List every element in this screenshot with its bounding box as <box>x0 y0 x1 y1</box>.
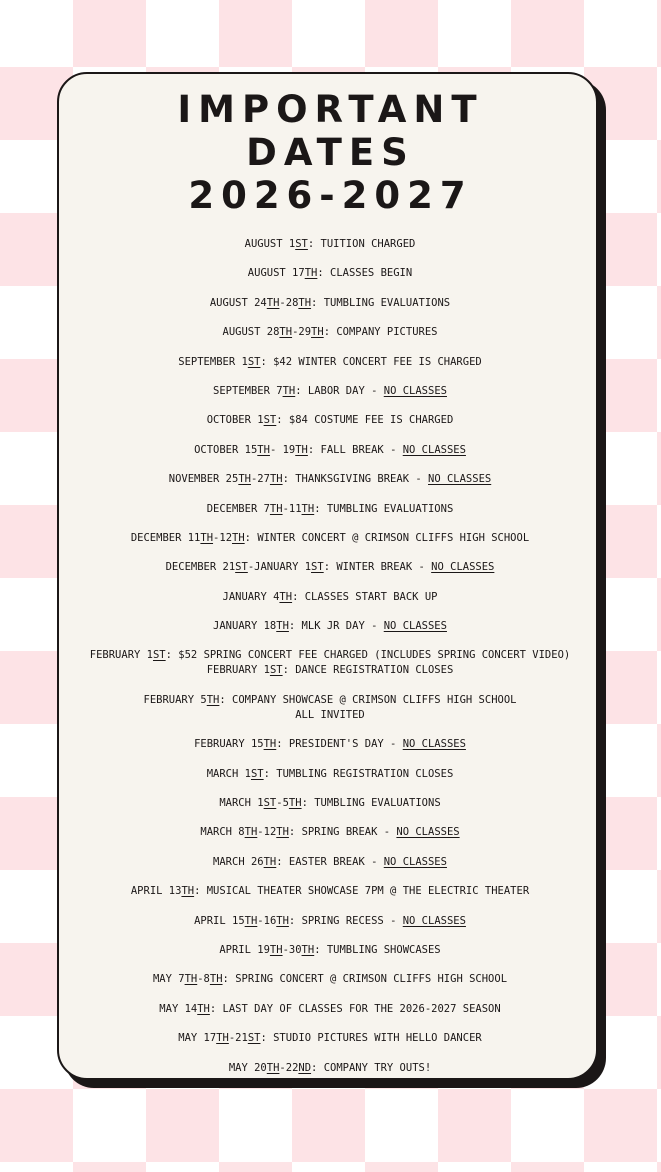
date-text: MARCH 1 <box>219 797 264 810</box>
date-item <box>70 648 590 692</box>
underlined-text: TH <box>263 738 277 751</box>
underlined-text: TH <box>200 531 214 544</box>
date-text: OCTOBER 1 <box>206 414 264 427</box>
underlined-text: ST <box>247 355 261 368</box>
underlined-text: ST <box>235 561 248 574</box>
date-item-line <box>70 560 590 575</box>
date-text: MARCH 1 <box>206 767 251 780</box>
date-text: : SPRING CONCERT @ CRIMSON CLIFFS HIGH SCHOOL <box>222 973 508 986</box>
date-text: : CLASSES BEGIN <box>317 267 413 280</box>
date-item <box>70 502 590 531</box>
underlined-text: ST <box>269 664 283 677</box>
underlined-text: NO CLASSES <box>402 738 466 751</box>
date-text: : MUSICAL THEATER SHOWCASE 7PM @ THE ELECTRIC THEATER <box>194 885 530 898</box>
date-text: AUGUST 28 <box>222 326 280 339</box>
date-item-line <box>70 384 590 399</box>
date-text: MAY 7 <box>152 973 185 986</box>
date-item <box>70 619 590 648</box>
date-text: -5 <box>276 797 289 810</box>
date-text: : LABOR DAY - <box>295 384 384 397</box>
date-text: NOVEMBER 25 <box>168 473 239 486</box>
date-text: APRIL 15 <box>194 914 245 927</box>
date-text: -27 <box>250 473 270 486</box>
date-text: -29 <box>292 326 312 339</box>
underlined-text: TH <box>311 326 324 339</box>
date-item <box>70 590 590 619</box>
date-item <box>70 943 590 972</box>
underlined-text: NO CLASSES <box>383 620 447 633</box>
underlined-text: TH <box>269 502 283 515</box>
date-text: JANUARY 4 <box>222 590 280 603</box>
title-line-1: IMPORTANT <box>177 88 484 131</box>
underlined-text: TH <box>244 914 258 927</box>
date-item <box>70 355 590 384</box>
date-text: FEBRUARY 15 <box>194 738 264 751</box>
date-text: : TUMBLING SHOWCASES <box>314 943 441 956</box>
date-item <box>70 693 590 737</box>
date-text: APRIL 13 <box>130 885 182 898</box>
underlined-text: TH <box>301 502 315 515</box>
date-item <box>70 972 590 1001</box>
date-text: : $42 WINTER CONCERT FEE IS CHARGED <box>260 355 482 368</box>
date-text: -30 <box>282 943 302 956</box>
date-item <box>70 825 590 854</box>
date-item-line <box>70 502 590 517</box>
date-text: : SPRING BREAK - <box>288 826 397 839</box>
underlined-text: TH <box>276 620 289 633</box>
date-item <box>70 325 590 354</box>
date-text: -22 <box>279 1061 299 1074</box>
date-text: SEPTEMBER 7 <box>213 384 283 397</box>
date-item <box>70 472 590 501</box>
date-item-line <box>70 972 590 987</box>
date-text: : WINTER BREAK - <box>323 561 432 574</box>
underlined-text: ST <box>311 561 324 574</box>
date-item-line <box>70 296 590 311</box>
date-item-line <box>70 825 590 840</box>
date-text: -28 <box>279 296 299 309</box>
underlined-text: TH <box>279 590 293 603</box>
underlined-text: TH <box>282 384 296 397</box>
date-item <box>70 443 590 472</box>
date-item <box>70 796 590 825</box>
date-item-line <box>70 619 590 634</box>
underlined-text: TH <box>206 693 220 706</box>
date-item <box>70 560 590 589</box>
date-item-line <box>70 531 590 546</box>
date-item <box>70 1002 590 1031</box>
underlined-text: TH <box>181 885 195 898</box>
date-text: JANUARY 18 <box>213 620 277 633</box>
underlined-text: TH <box>288 797 302 810</box>
date-item-line <box>70 737 590 752</box>
date-item-line <box>70 767 590 782</box>
date-text: MARCH 8 <box>200 826 245 839</box>
title-line-2: DATES <box>246 131 415 174</box>
date-text: AUGUST 24 <box>209 296 267 309</box>
date-text: MARCH 26 <box>213 855 264 868</box>
underlined-text: TH <box>216 1032 229 1045</box>
date-item <box>70 237 590 266</box>
date-item <box>70 914 590 943</box>
date-item-line <box>70 663 590 678</box>
date-text: AUGUST 17 <box>247 267 305 280</box>
underlined-text: TH <box>298 296 312 309</box>
date-item-line <box>70 472 590 487</box>
date-item <box>70 413 590 442</box>
date-text: DECEMBER 21 <box>165 561 236 574</box>
date-item <box>70 296 590 325</box>
date-text: SEPTEMBER 1 <box>178 355 248 368</box>
date-item-line <box>70 413 590 428</box>
date-item <box>70 884 590 913</box>
date-text: -16 <box>257 914 277 927</box>
date-text: MAY 14 <box>159 1002 198 1015</box>
underlined-text: TH <box>301 943 315 956</box>
underlined-text: TH <box>244 826 258 839</box>
date-text: -8 <box>197 973 210 986</box>
date-text: -12 <box>257 826 277 839</box>
date-text: : $52 SPRING CONCERT FEE CHARGED (INCLUDES SPRING CONCERT VIDEO) <box>165 649 571 662</box>
date-item-line <box>70 237 590 252</box>
date-text: - 19 <box>269 443 296 456</box>
date-item-line <box>70 943 590 958</box>
date-text: : WINTER CONCERT @ CRIMSON CLIFFS HIGH SCHOOL <box>244 531 530 544</box>
date-text: : FALL BREAK - <box>307 443 403 456</box>
underlined-text: ST <box>152 649 166 662</box>
date-text: ALL INVITED <box>295 708 365 721</box>
underlined-text: TH <box>263 855 277 868</box>
date-text: FEBRUARY 1 <box>89 649 153 662</box>
underlined-text: TH <box>257 443 270 456</box>
date-item-line <box>70 648 590 663</box>
date-text: -21 <box>228 1032 248 1045</box>
date-item <box>70 384 590 413</box>
date-text: FEBRUARY 5 <box>143 693 207 706</box>
date-text: : TUMBLING EVALUATIONS <box>314 502 454 515</box>
important-dates-list <box>70 237 590 1090</box>
date-text: : MLK JR DAY - <box>288 620 384 633</box>
date-text: : COMPANY TRY OUTS! <box>311 1061 432 1074</box>
date-text: : SPRING RECESS - <box>288 914 403 927</box>
date-item-line <box>70 796 590 811</box>
date-item-line <box>70 1061 590 1076</box>
underlined-text: ST <box>250 767 264 780</box>
underlined-text: TH <box>238 473 251 486</box>
date-text: AUGUST 1 <box>244 238 296 250</box>
date-text: FEBRUARY 1 <box>206 664 270 677</box>
underlined-text: ND <box>298 1061 312 1074</box>
date-text: : THANKSGIVING BREAK - <box>282 473 428 486</box>
title-line-3: 2026-2027 <box>188 174 473 217</box>
date-item-line <box>70 590 590 605</box>
underlined-text: TH <box>266 296 280 309</box>
underlined-text: ST <box>263 797 277 810</box>
underlined-text: TH <box>295 443 308 456</box>
underlined-text: TH <box>276 826 289 839</box>
date-text: MAY 17 <box>178 1032 217 1045</box>
date-item <box>70 855 590 884</box>
underlined-text: TH <box>279 326 293 339</box>
underlined-text: TH <box>269 473 283 486</box>
date-text: -JANUARY 1 <box>247 561 312 574</box>
date-text: MAY 20 <box>228 1061 267 1074</box>
date-text: : TUMBLING EVALUATIONS <box>311 296 451 309</box>
underlined-text: ST <box>247 1032 261 1045</box>
date-text: : TUMBLING REGISTRATION CLOSES <box>263 767 454 780</box>
date-item <box>70 266 590 295</box>
date-text: -11 <box>282 502 302 515</box>
underlined-text: TH <box>209 973 223 986</box>
date-text: DECEMBER 7 <box>206 502 270 515</box>
underlined-text: NO CLASSES <box>396 826 460 839</box>
date-text: : STUDIO PICTURES WITH HELLO DANCER <box>260 1032 482 1045</box>
date-text: : PRESIDENT'S DAY - <box>276 738 403 751</box>
underlined-text: TH <box>269 943 283 956</box>
underlined-text: NO CLASSES <box>383 384 447 397</box>
date-text: : CLASSES START BACK UP <box>292 590 438 603</box>
date-item <box>70 767 590 796</box>
date-item-line <box>70 355 590 370</box>
underlined-text: ST <box>263 414 277 427</box>
underlined-text: NO CLASSES <box>402 914 466 927</box>
date-text: -12 <box>213 531 233 544</box>
underlined-text: TH <box>184 973 198 986</box>
underlined-text: NO CLASSES <box>402 443 466 456</box>
date-item <box>70 1061 590 1090</box>
date-text: : LAST DAY OF CLASSES FOR THE 2026-2027 SEASON <box>209 1002 501 1015</box>
date-text: : TUITION CHARGED <box>307 238 416 250</box>
date-text: : DANCE REGISTRATION CLOSES <box>282 664 454 677</box>
date-item-line <box>70 1031 590 1046</box>
date-item-line <box>70 708 590 723</box>
date-item-line <box>70 266 590 281</box>
date-text: DECEMBER 11 <box>130 531 201 544</box>
underlined-text: TH <box>197 1002 210 1015</box>
date-item <box>70 737 590 766</box>
page-title <box>0 88 661 217</box>
underlined-text: ST <box>295 238 308 250</box>
date-item-line <box>70 855 590 870</box>
date-text: : EASTER BREAK - <box>276 855 384 868</box>
underlined-text: NO CLASSES <box>428 473 492 486</box>
date-text: : COMPANY PICTURES <box>323 326 438 339</box>
date-item-line <box>70 443 590 458</box>
underlined-text: TH <box>232 531 245 544</box>
date-item-line <box>70 693 590 708</box>
underlined-text: TH <box>276 914 289 927</box>
underlined-text: NO CLASSES <box>383 855 447 868</box>
underlined-text: TH <box>304 267 318 280</box>
underlined-text: TH <box>266 1061 280 1074</box>
date-text: : COMPANY SHOWCASE @ CRIMSON CLIFFS HIGH SCHOOL <box>219 693 517 706</box>
date-item-line <box>70 1002 590 1017</box>
underlined-text: NO CLASSES <box>431 561 495 574</box>
date-item <box>70 531 590 560</box>
date-item-line <box>70 884 590 899</box>
date-text: APRIL 19 <box>219 943 270 956</box>
date-item <box>70 1031 590 1060</box>
date-item-line <box>70 325 590 340</box>
date-text: OCTOBER 15 <box>194 443 258 456</box>
date-text: : TUMBLING EVALUATIONS <box>301 797 441 810</box>
date-text: : $84 COSTUME FEE IS CHARGED <box>276 414 454 427</box>
date-item-line <box>70 914 590 929</box>
